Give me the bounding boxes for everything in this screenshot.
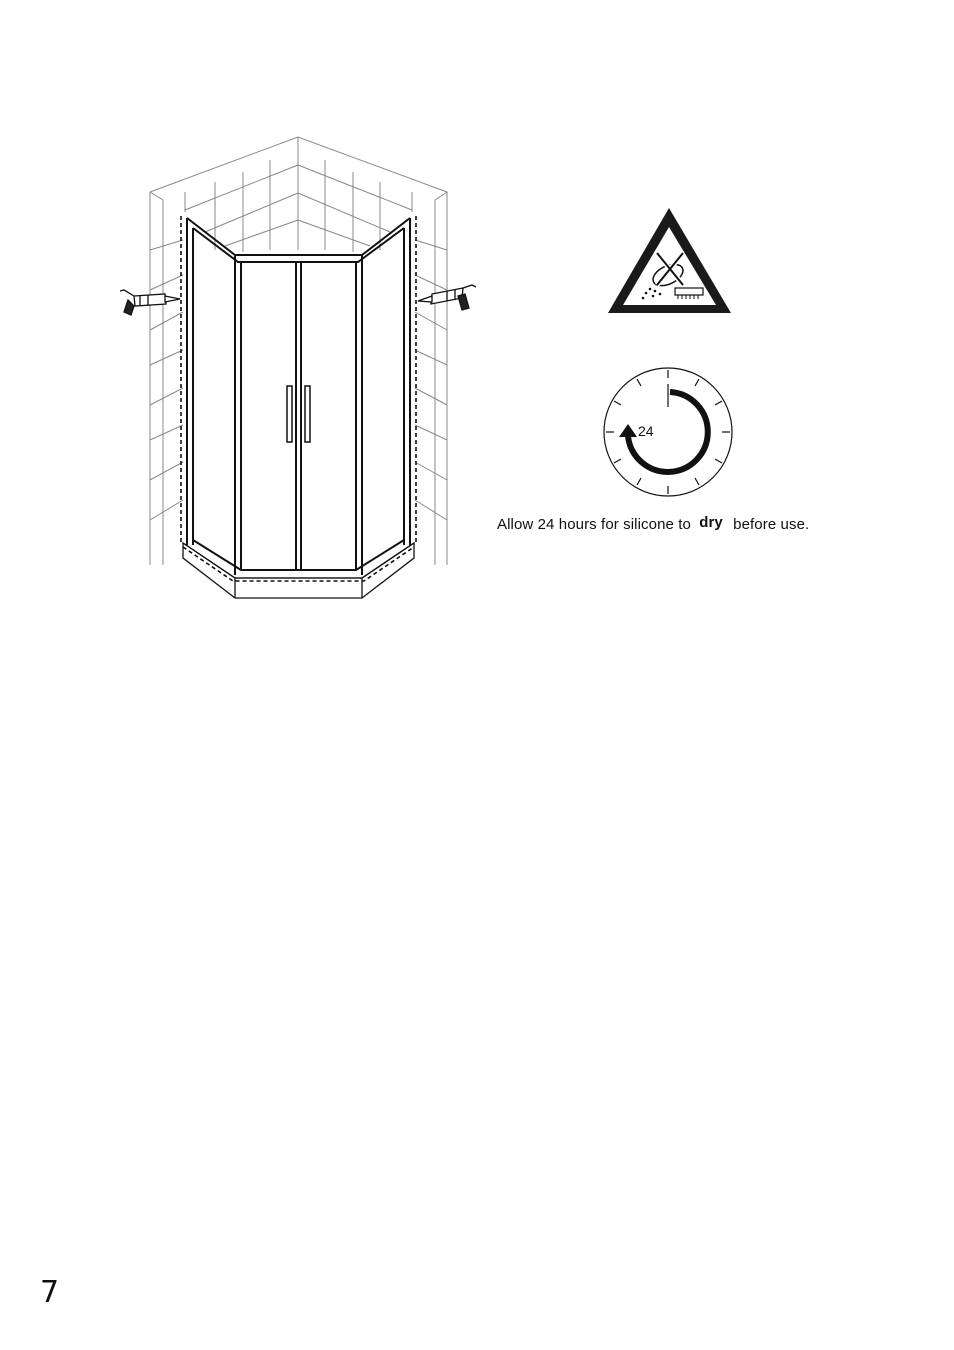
no-scrubbing-warning-icon [605, 205, 735, 317]
caption-text-after: before use. [733, 516, 810, 533]
clock-hours-label: 24 [638, 423, 654, 439]
drying-instruction-caption [497, 516, 877, 540]
drying-time-clock-icon [598, 364, 738, 499]
caption-text-before: Allow 24 hours for silicone to [497, 516, 691, 533]
shower-enclosure-illustration [105, 130, 495, 605]
page-number: 7 [40, 1275, 60, 1310]
caption-emphasis: dry [699, 514, 723, 531]
